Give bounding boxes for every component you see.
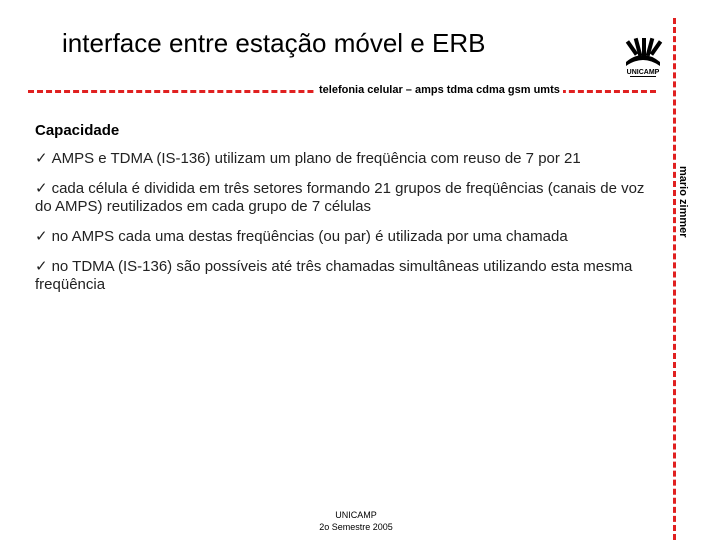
author-name: mario zimmer bbox=[677, 166, 689, 238]
bullet-text: no TDMA (IS-136) são possíveis até três chamadas simultâneas utilizando esta mesma freqüência bbox=[35, 258, 633, 293]
author-label bbox=[676, 164, 690, 244]
footer-institution: UNICAMP bbox=[335, 510, 377, 520]
side-divider bbox=[673, 18, 676, 540]
bullet-list bbox=[35, 150, 650, 306]
section-heading: Capacidade bbox=[35, 122, 120, 139]
checkmark-icon: ✓ bbox=[35, 180, 48, 197]
logo-text: UNICAMP bbox=[626, 69, 660, 76]
slide-footer bbox=[300, 509, 412, 533]
unicamp-logo-icon bbox=[620, 36, 666, 80]
checkmark-icon: ✓ bbox=[35, 150, 48, 167]
footer-semester: 2o Semestre 2005 bbox=[319, 522, 393, 532]
bullet-item bbox=[35, 180, 650, 216]
bullet-item bbox=[35, 258, 650, 294]
slide-subtitle: telefonia celular – amps tdma cdma gsm umts bbox=[316, 82, 563, 98]
bullet-text: no AMPS cada uma destas freqüências (ou par) é utilizada por uma chamada bbox=[51, 228, 568, 245]
slide-title: interface entre estação móvel e ERB bbox=[62, 28, 486, 58]
checkmark-icon: ✓ bbox=[35, 228, 48, 245]
bullet-text: cada célula é dividida em três setores formando 21 grupos de freqüências (canais de voz do AMPS) reutilizados em cada grupo de 7 células bbox=[35, 180, 645, 215]
checkmark-icon: ✓ bbox=[35, 258, 48, 275]
bullet-item bbox=[35, 150, 650, 168]
bullet-item bbox=[35, 228, 650, 246]
bullet-text: AMPS e TDMA (IS-136) utilizam um plano de freqüência com reuso de 7 por 21 bbox=[51, 150, 581, 167]
